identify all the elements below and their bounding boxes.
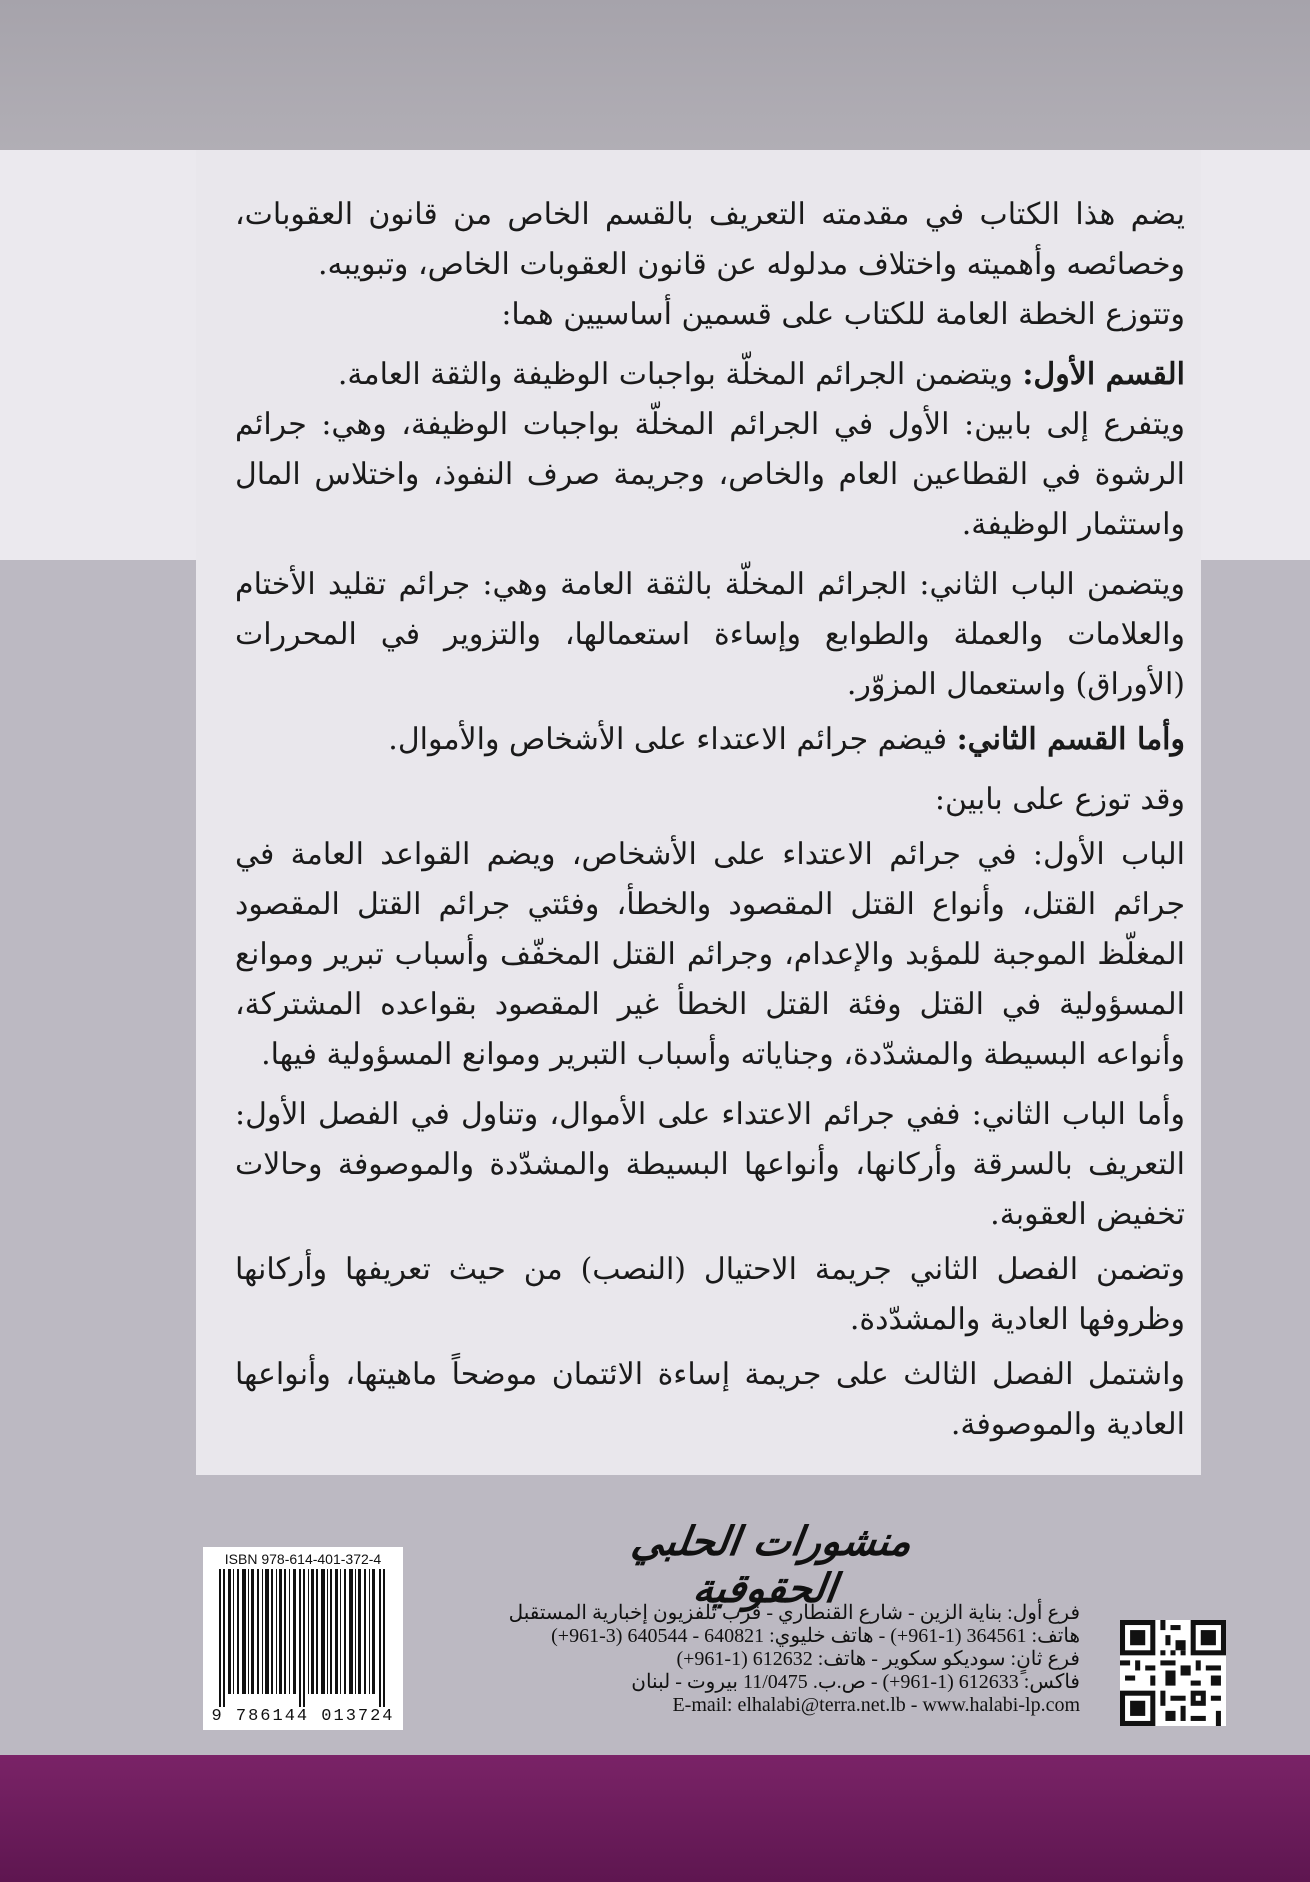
fax-po-box: فاكس: 612633 (1-961+) - ص.ب. 11/0475 بيروت - لبنان <box>631 1671 1080 1693</box>
branch-one-address: فرع أول: بناية الزين - شارع القنطاري - قرب تلفزيون إخبارية المستقبل <box>508 1602 1080 1624</box>
paragraph-plan: وتتوزع الخطة العامة للكتاب على قسمين أساسيين هما: <box>501 297 1185 332</box>
branch-two-phone: فرع ثانٍ: سوديكو سكوير - هاتف: 612632 (1-961+) <box>676 1648 1080 1670</box>
publisher-contact-info <box>500 1602 1080 1717</box>
paragraph-chapter-one: ويتفرع إلى بابين: الأول في الجرائم المخلّة بواجبات الوظيفة، وهي: جرائم الرشوة في القطاعين العام والخاص، وجريمة صرف النفوذ، واختلاس المال واستثمار الوظيفة. <box>235 407 1185 542</box>
paragraph-chapter-two: ويتضمن الباب الثاني: الجرائم المخلّة بالثقة العامة وهي: جرائم تقليد الأختام والعلامات والعملة والطوابع وإساءة استعمالها، والتزوير في المحررات (الأوراق) واستعمال المزوّر. <box>235 567 1185 702</box>
paragraph-fraud: وتضمن الفصل الثاني جريمة الاحتيال (النصب) من حيث تعريفها وأركانها وظروفها العادية والمشدّدة. <box>235 1252 1185 1337</box>
paragraph-section-one <box>235 350 1185 400</box>
isbn-barcode <box>203 1547 403 1730</box>
barcode-bars <box>217 1569 389 1707</box>
paragraph-two-chapters: وقد توزع على بابين: <box>934 782 1185 817</box>
isbn-digits: 9 786144 013724 <box>211 1707 395 1726</box>
top-gray-band <box>0 0 1310 150</box>
bottom-purple-band <box>0 1755 1310 1882</box>
publisher-logo: منشورات الحلبي الحقوقية <box>628 1518 915 1612</box>
paragraph-intro: يضم هذا الكتاب في مقدمته التعريف بالقسم الخاص من قانون العقوبات، وخصائصه وأهميته واختلاف مدلوله عن قانون العقوبات الخاص، وتبويبه. <box>235 197 1185 282</box>
isbn-label: ISBN 978-614-401-372-4 <box>224 1551 382 1567</box>
branch-one-phones: هاتف: 364561 (1-961+) - هاتف خليوي: 640821 - 640544 (3-961+) <box>551 1625 1080 1647</box>
section-two-label: وأما القسم الثاني: <box>956 722 1185 757</box>
paragraph-property-crimes: وأما الباب الثاني: ففي جرائم الاعتداء على الأموال، وتناول في الفصل الأول: التعريف بالسرقة وأركانها، وأنواعها البسيطة والمشدّدة والموصوفة وحالات تخفيض العقوبة. <box>235 1097 1185 1232</box>
section-one-label: القسم الأول: <box>1022 357 1185 392</box>
section-two-text: فيضم جرائم الاعتداء على الأشخاص والأموال. <box>388 722 957 757</box>
qr-code <box>1120 1620 1226 1726</box>
paragraph-section-two <box>235 715 1185 765</box>
section-one-text: ويتضمن الجرائم المخلّة بواجبات الوظيفة والثقة العامة. <box>337 357 1023 392</box>
email-website: E-mail: elhalabi@terra.net.lb - www.halabi-lp.com <box>672 1694 1080 1716</box>
paragraph-persons-crimes: الباب الأول: في جرائم الاعتداء على الأشخاص، ويضم القواعد العامة في جرائم القتل، وأنواع القتل المقصود والخطأ، وفئتي جرائم القتل المقصود المغلّظ الموجبة للمؤبد والإعدام، وجرائم القتل المخفّف وأسباب تبرير وموانع المسؤولية في القتل وفئة القتل الخطأ غير المقصود بقواعده المشتركة، وأنواعه البسيطة والمشدّدة، وجناياته وأسباب التبرير وموانع المسؤولية فيها. <box>235 837 1185 1072</box>
paragraph-breach-of-trust: واشتمل الفصل الثالث على جريمة إساءة الائتمان موضحاً ماهيتها، وأنواعها العادية والموصوفة. <box>235 1357 1185 1442</box>
